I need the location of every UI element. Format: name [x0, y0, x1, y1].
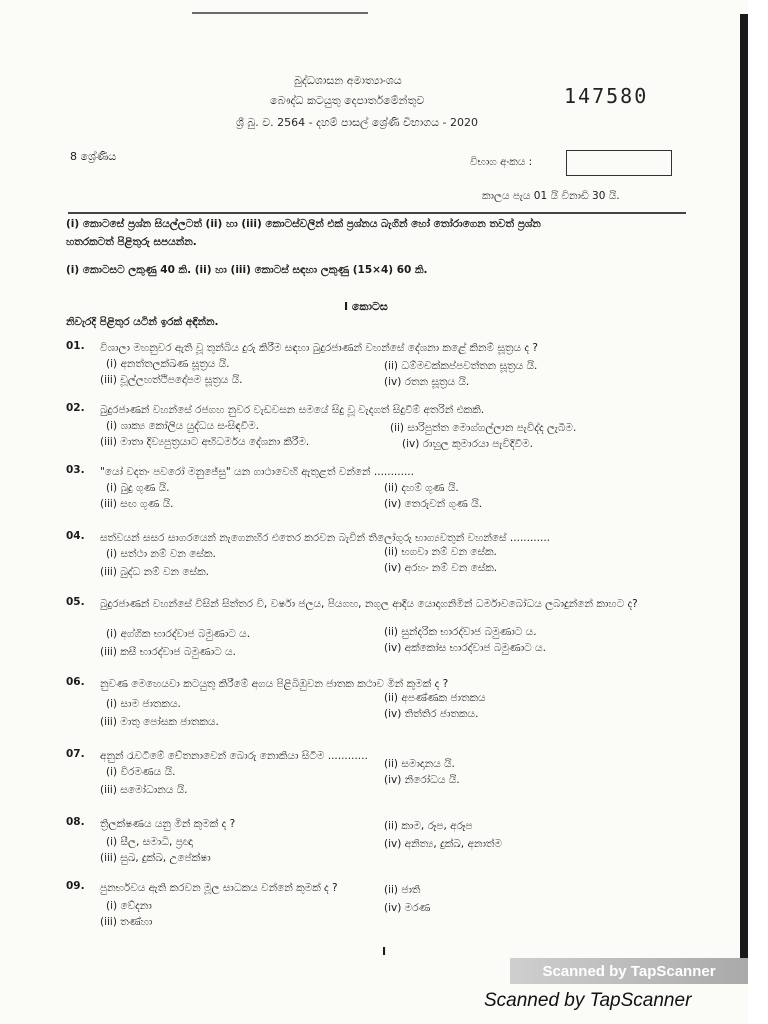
department-title: බෞද්ධ කටයුතු දෙපාර්තමේන්තුව: [270, 94, 425, 107]
option-iv: (iv) මරණ: [384, 902, 431, 914]
option-i: (i) සාම ජාතකය.: [106, 698, 181, 710]
question-text: නුවණ මෙහෙයවා කටයුතු කිරීමේ අගය පිළිබිඹුවන ජාතක කථාව මින් කුමක් ද ?: [100, 678, 449, 690]
option-ii: (ii) සුන්දරික භාරද්වාජ බමුණාට ය.: [384, 626, 537, 638]
scanner-footer-text: Scanned by TapScanner: [484, 990, 692, 1011]
question-text: පුනර්භවය ඇති කරවන මූල සාධකය වන්නේ කුමක් ද ?: [100, 882, 338, 894]
question-number: 04.: [66, 530, 85, 542]
option-iii: (iii) සුඛ, දුක්ඛ, උපේක්ෂා: [100, 852, 211, 864]
option-iii: (iii) කසී භාරද්වාජ බමුණාට ය.: [100, 646, 236, 658]
option-iii: (iii) සමෝධානය යි.: [100, 784, 188, 796]
question-text: සත්වයන් සසර සාගරයෙන් නැගෙනහිර එතෙර කරවන බැවින් තිලෝගුරු භාග්‍යවතුන් වහන්සේ ............: [100, 532, 550, 544]
scan-edge-shadow: [740, 14, 748, 974]
question-number: 02.: [66, 402, 85, 414]
question-number: 06.: [66, 676, 85, 688]
instruction-line-1: (i) කොටසේ ප්‍රශ්න සියල්ලටත් (ii) හා (iii) කොටස්වලින් එක් ප්‍රශ්නය බැගින් හෝ තෝරාගෙන තවත් ප්‍රශ්න: [66, 218, 541, 230]
scanner-watermark: Scanned by TapScanner: [510, 958, 748, 984]
serial-number: 147580: [564, 84, 649, 108]
question-text: "යෝ වදතං පවරෝ මනුජේසු" යන ගාථාවෙහි ඇතුළත් වන්නේ ............: [100, 466, 414, 478]
option-iv: (iv) නිරෝධය යි.: [384, 774, 460, 786]
question-number: 03.: [66, 464, 85, 476]
ministry-title: බුද්ධශාසන අමාත්‍යාංශය: [294, 74, 402, 87]
option-ii: (ii) ජාති: [384, 884, 421, 896]
option-i: (i) සත්ථා නම් වන සේක.: [106, 548, 216, 560]
instruction-line-2: හතරකටත් පිළිතුරු සපයන්න.: [66, 236, 197, 248]
top-divider: [192, 12, 368, 14]
grade-label: 8 ශ්‍රේණිය: [70, 150, 117, 163]
option-i: (i) වේදනා: [106, 900, 152, 912]
option-ii: (ii) භගවා නම් වන සේක.: [384, 546, 497, 558]
question-text: අනුන් රැවටීමේ චේතනාවෙන් බොරු නොකියා සිටීම ............: [100, 750, 368, 762]
option-ii: (ii) සාරිපුත්ත මොග්ගල්ලාන පැවිද්ද ලැබීම.: [390, 422, 577, 434]
option-iii: (iii) මාතු පෝසක ජාතකය.: [100, 716, 219, 728]
question-text: බුදුරජාණන් වහන්සේ රජගහ නුවර වැඩවසන සමයේ සිදු වූ වැදගත් සිදුවීම් අතරින් එකකි.: [100, 404, 485, 416]
option-iii: (iii) සඟ ගුණ යි.: [100, 498, 174, 510]
option-iv: (iv) තිත්තිර ජාතකය.: [384, 708, 479, 720]
option-ii: (ii) දහම් ගුණ යි.: [384, 482, 459, 494]
option-iii: (iii) බුද්ධ නම් වන සේක.: [100, 566, 209, 578]
exam-title: ශ්‍රී බු. ව. 2564 - දහම් පාසල් ශ්‍රේණි විභාගය - 2020: [236, 116, 479, 129]
question-number: 05.: [66, 596, 85, 608]
option-i: (i) බුදු ගුණ යි.: [106, 482, 170, 494]
option-iii: (iii) චූල්ලහත්ථිපදෝපම සූත්‍රය යි.: [100, 374, 243, 386]
question-number: 07.: [66, 748, 85, 760]
option-iv: (iv) අරහං නම් වන සේක.: [384, 562, 498, 574]
section-title: I කොටස: [344, 300, 388, 313]
index-number-box: [566, 150, 672, 176]
option-i: (i) සීල, සමාධි, ප්‍රඥා: [106, 836, 193, 848]
option-iv: (iv) අක්කෝස භාරද්වාජ බමුණාට ය.: [384, 642, 546, 654]
option-ii: (ii) කාම, රූප, අරූප: [384, 820, 473, 832]
question-text: බුදුරජාණන් වහන්සේ විසින් සිත්තර වි, වර්ෂා ජලය, පියගහ, නගුල ආදිය යොදාගනිමින් ධර්මාවබෝධය ලබාදුන්නේ කාහට ද?: [100, 598, 638, 610]
option-iv: (iv) තෙරුවන් ගුණ යි.: [384, 498, 483, 510]
option-ii: (ii) ධම්මචක්කප්පවත්තන සූත්‍රය යි.: [384, 360, 538, 372]
index-number-label: විභාග අංකය :: [470, 156, 533, 168]
option-ii: (ii) සමාදානය යි.: [384, 758, 455, 770]
option-iv: (iv) රතන සූත්‍රය යි.: [384, 376, 470, 388]
option-iii: (iii) මාතා දිව්‍යපුත්‍රයාට අභිධර්මය දේශනා කිරීම.: [100, 436, 310, 448]
page-number: I: [382, 945, 387, 958]
option-ii: (ii) අපණ්ණක ජාතකය: [384, 692, 486, 704]
option-i: (i) විරමණය යි.: [106, 766, 176, 778]
option-iii: (iii) තණ්හා: [100, 916, 153, 928]
header-rule: [68, 212, 686, 214]
question-number: 08.: [66, 816, 85, 828]
option-iv: (iv) අනිත්‍ය, දුක්ඛ, අනාත්ම: [384, 838, 502, 850]
option-i: (i) අනත්තලක්ඛණ සූත්‍රය යි.: [106, 358, 230, 370]
option-i: (i) ශාක්‍ය කෝලිය යුද්ධය සංසිඳවීම.: [106, 420, 259, 432]
marks-allocation: (i) කොටසට ලකුණු 40 කි. (ii) හා (iii) කොටස් සඳහා ලකුණු (15×4) 60 කි.: [66, 264, 428, 276]
question-number: 01.: [66, 340, 85, 352]
option-iv: (iv) රාහුල කුමාරයා පැවිදිවීම.: [402, 438, 533, 450]
question-text: ත්‍රිලක්ෂණය යනු මින් කුමක් ද ?: [100, 818, 236, 830]
question-text: විශාලා මහනුවර ඇති වූ තුන්බිය දුරු කිරීම සඳහා බුදුරජාණන් වහන්සේ දේශනා කළේ කිනම් සූත්‍රය ද ?: [100, 342, 538, 354]
time-allowed: කාලය පැය 01 යි විනාඩි 30 යි.: [482, 190, 620, 202]
section-instruction: නිවැරදි පිළිතුර යටින් ඉරක් අඳින්න.: [66, 316, 219, 328]
option-i: (i) අග්ගික භාරද්වාජ බමුණාට ය.: [106, 628, 251, 640]
question-number: 09.: [66, 880, 85, 892]
